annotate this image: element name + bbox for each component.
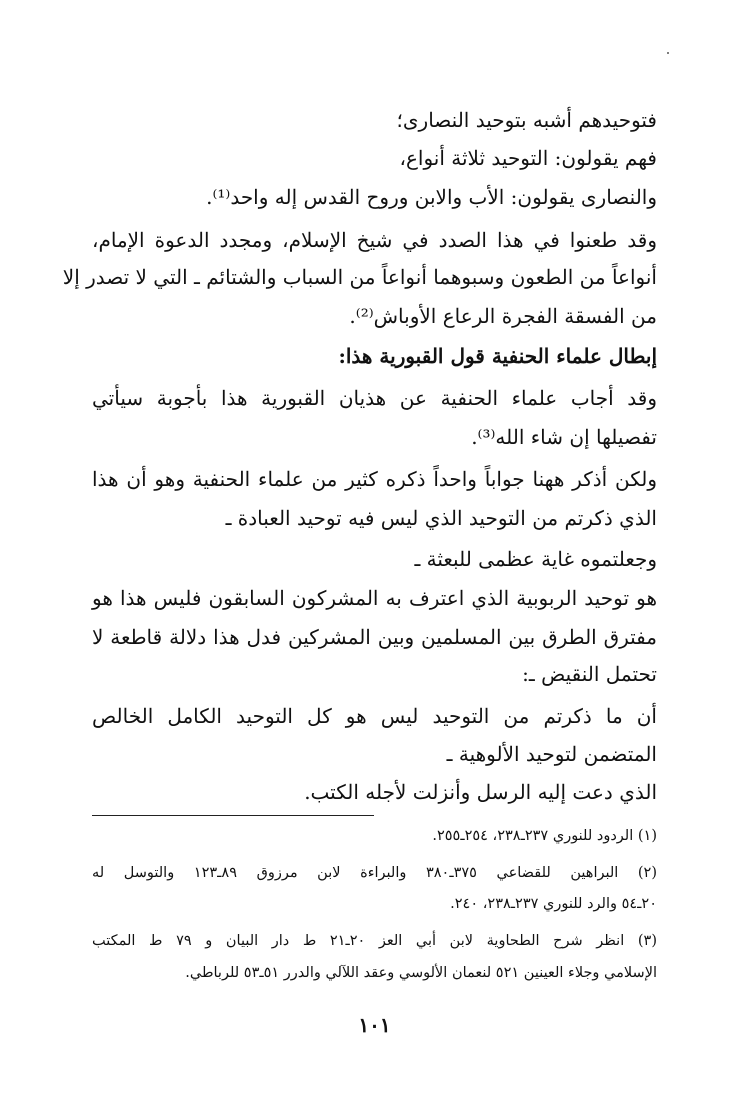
text-line: فتوحيدهم أشبه بتوحيد النصارى؛ bbox=[396, 108, 657, 132]
text-line: أن ما ذكرتم من التوحيد ليس هو كل التوحيد الكامل الخالص bbox=[92, 704, 657, 728]
text-line: وجعلتموه غاية عظمى للبعثة ـ bbox=[414, 547, 657, 571]
text-line: الذي دعت إليه الرسل وأنزلت لأجله الكتب. bbox=[304, 780, 657, 804]
text-line: وقد أجاب علماء الحنفية عن هذيان القبورية هذا بأجوبة سيأتي bbox=[92, 386, 657, 410]
page-number: ١٠١ bbox=[358, 1013, 391, 1037]
footnote-divider bbox=[92, 815, 374, 816]
text-line: فهم يقولون: التوحيد ثلاثة أنواع، bbox=[399, 146, 657, 170]
text-line: أنواعاً من الطعون وسبوهما أنواعاً من السباب والشتائم ـ التي لا تصدر إلا bbox=[62, 265, 657, 289]
section-heading: إبطال علماء الحنفية قول القبورية هذا: bbox=[338, 344, 657, 368]
footnote-line: ٢٠ـ٥٤ والرد للنوري ٢٣٧ـ٢٣٨، ٢٤٠. bbox=[450, 896, 657, 912]
text-line: مفترق الطرق بين المسلمين وبين المشركين فدل هذا دلالة قاطعة لا bbox=[92, 625, 657, 649]
text-line: والنصارى يقولون: الأب والابن وروح القدس إله واحد⁽¹⁾. bbox=[206, 185, 657, 209]
text-line: الذي ذكرتم من التوحيد الذي ليس فيه توحيد العبادة ـ bbox=[225, 506, 657, 530]
text-line: ولكن أذكر ههنا جواباً واحداً ذكره كثير من علماء الحنفية وهو أن هذا bbox=[92, 467, 657, 491]
text-line: وقد طعنوا في هذا الصدد في شيخ الإسلام، ومجدد الدعوة الإمام، bbox=[92, 228, 657, 252]
footnote-line: الإسلامي وجلاء العينين ٥٢١ لنعمان الألوسي وعقد اللآلي والدرر ٥١ـ٥٣ للرباطي. bbox=[185, 965, 657, 981]
page-speck bbox=[667, 52, 669, 54]
footnote-line: (٢) البراهين للقضاعي ٣٧٥ـ٣٨٠ والبراءة لابن مرزوق ٨٩ـ١٢٣ والتوسل له bbox=[92, 865, 658, 881]
footnote-line: (١) الردود للنوري ٢٣٧ـ٢٣٨، ٢٥٤ـ٢٥٥. bbox=[432, 828, 657, 844]
footnote-line: (٣) انظر شرح الطحاوية لابن أبي العز ٢٠ـ٢١ ط دار البيان و ٧٩ ط المكتب bbox=[92, 933, 657, 949]
text-line: هو توحيد الربوبية الذي اعترف به المشركون السابقون فليس هذا هو bbox=[92, 586, 657, 610]
text-line: المتضمن لتوحيد الألوهية ـ bbox=[446, 742, 657, 766]
text-line: تحتمل النقيض ـ: bbox=[522, 662, 657, 686]
text-line: من الفسقة الفجرة الرعاع الأوباش⁽²⁾. bbox=[349, 304, 657, 328]
text-line: تفصيلها إن شاء الله⁽³⁾. bbox=[471, 425, 657, 449]
